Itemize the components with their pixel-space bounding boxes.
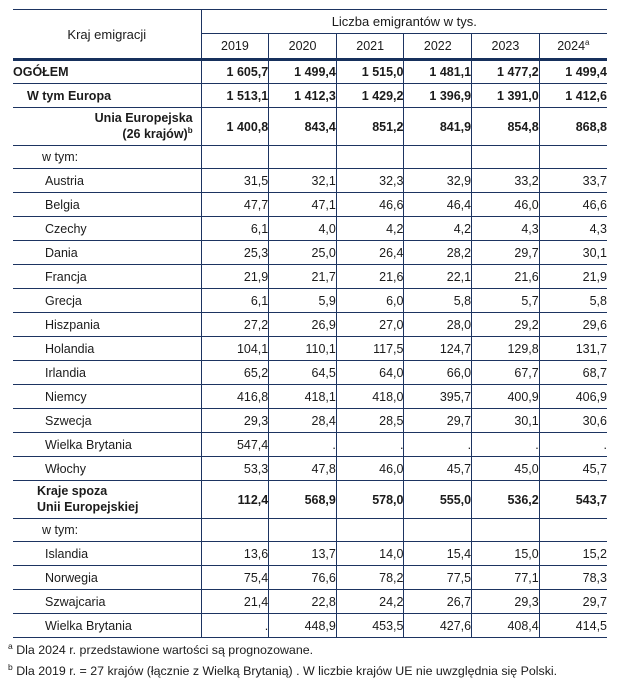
table-row <box>13 146 607 169</box>
cell-wb-ue-2024: . <box>539 433 607 457</box>
cell-irlandia-2023: 67,7 <box>472 361 540 385</box>
cell-spoza-2023: 536,2 <box>472 481 540 519</box>
cell-norwegia-2021: 78,2 <box>336 566 404 590</box>
cell-wlochy-2021: 46,0 <box>336 457 404 481</box>
cell-grecja-2024: 5,8 <box>539 289 607 313</box>
header-year-2024-label: 2024 <box>557 39 586 53</box>
row-label-unia-line1: Unia Europejska <box>94 111 193 126</box>
cell-wb-poza-2023: 408,4 <box>472 614 540 638</box>
cell-niemcy-2022: 395,7 <box>404 385 472 409</box>
cell-wlochy-2022: 45,7 <box>404 457 472 481</box>
footnote-a <box>8 640 622 657</box>
row-label-grecja: Grecja <box>13 289 201 313</box>
header-year-2024-superscript: a <box>585 37 590 47</box>
cell-norwegia-2023: 77,1 <box>472 566 540 590</box>
cell-wtym2-2019 <box>201 519 269 542</box>
cell-austria-2021: 32,3 <box>336 169 404 193</box>
cell-wb-poza-2024: 414,5 <box>539 614 607 638</box>
table-row <box>13 193 607 217</box>
cell-grecja-2023: 5,7 <box>472 289 540 313</box>
cell-szwecja-2023: 30,1 <box>472 409 540 433</box>
cell-irlandia-2024: 68,7 <box>539 361 607 385</box>
cell-niemcy-2019: 416,8 <box>201 385 269 409</box>
cell-dania-2020: 25,0 <box>269 241 337 265</box>
cell-szwecja-2020: 28,4 <box>269 409 337 433</box>
cell-szwajcaria-2023: 29,3 <box>472 590 540 614</box>
cell-austria-2023: 33,2 <box>472 169 540 193</box>
cell-wb-ue-2021: . <box>336 433 404 457</box>
cell-ue-2019: 1 400,8 <box>201 108 269 146</box>
table-row <box>13 481 607 519</box>
table-row <box>13 457 607 481</box>
cell-islandia-2022: 15,4 <box>404 542 472 566</box>
footnote-b-marker: b <box>8 662 13 673</box>
cell-grecja-2020: 5,9 <box>269 289 337 313</box>
header-year-2019: 2019 <box>201 34 269 60</box>
cell-szwecja-2022: 29,7 <box>404 409 472 433</box>
cell-islandia-2020: 13,7 <box>269 542 337 566</box>
header-liczba-emigrantow: Liczba emigrantów w tys. <box>201 10 607 34</box>
cell-hiszpania-2023: 29,2 <box>472 313 540 337</box>
row-label-wielka-brytania-ue: Wielka Brytania <box>13 433 201 457</box>
table-row <box>13 409 607 433</box>
row-label-wielka-brytania-poza-ue: Wielka Brytania <box>13 614 201 638</box>
cell-francja-2021: 21,6 <box>336 265 404 289</box>
cell-ue-2020: 843,4 <box>269 108 337 146</box>
footnotes <box>8 640 622 678</box>
footnote-b-text: Dla 2019 r. = 27 krajów (łącznie z Wielką Brytanią) . W liczbie krajów UE nie uwzględnia się Polski. <box>16 664 558 678</box>
cell-ogolem-2024: 1 499,4 <box>539 60 607 84</box>
cell-ogolem-2023: 1 477,2 <box>472 60 540 84</box>
cell-ue-2023: 854,8 <box>472 108 540 146</box>
row-label-francja: Francja <box>13 265 201 289</box>
cell-austria-2022: 32,9 <box>404 169 472 193</box>
header-year-2020: 2020 <box>269 34 337 60</box>
row-label-hiszpania: Hiszpania <box>13 313 201 337</box>
table-row <box>13 217 607 241</box>
cell-francja-2024: 21,9 <box>539 265 607 289</box>
cell-austria-2020: 32,1 <box>269 169 337 193</box>
table-row <box>13 313 607 337</box>
row-label-niemcy: Niemcy <box>13 385 201 409</box>
row-label-kraje-spoza-line1: Kraje spoza <box>37 484 108 499</box>
row-label-unia-superscript: b <box>187 125 193 135</box>
row-label-norwegia: Norwegia <box>13 566 201 590</box>
cell-grecja-2019: 6,1 <box>201 289 269 313</box>
cell-ogolem-2020: 1 499,4 <box>269 60 337 84</box>
row-label-kraje-spoza-ue <box>13 481 201 519</box>
cell-islandia-2023: 15,0 <box>472 542 540 566</box>
cell-europa-2020: 1 412,3 <box>269 84 337 108</box>
cell-irlandia-2021: 64,0 <box>336 361 404 385</box>
row-label-w-tym-1: w tym: <box>13 146 201 169</box>
cell-spoza-2021: 578,0 <box>336 481 404 519</box>
cell-islandia-2021: 14,0 <box>336 542 404 566</box>
row-label-szwajcaria: Szwajcaria <box>13 590 201 614</box>
cell-europa-2022: 1 396,9 <box>404 84 472 108</box>
cell-norwegia-2024: 78,3 <box>539 566 607 590</box>
cell-belgia-2023: 46,0 <box>472 193 540 217</box>
row-label-czechy: Czechy <box>13 217 201 241</box>
cell-holandia-2021: 117,5 <box>336 337 404 361</box>
cell-niemcy-2020: 418,1 <box>269 385 337 409</box>
cell-spoza-2019: 112,4 <box>201 481 269 519</box>
row-label-dania: Dania <box>13 241 201 265</box>
cell-dania-2022: 28,2 <box>404 241 472 265</box>
cell-wb-poza-2021: 453,5 <box>336 614 404 638</box>
cell-wb-ue-2023: . <box>472 433 540 457</box>
cell-wlochy-2019: 53,3 <box>201 457 269 481</box>
cell-ogolem-2019: 1 605,7 <box>201 60 269 84</box>
cell-ue-2024: 868,8 <box>539 108 607 146</box>
cell-czechy-2022: 4,2 <box>404 217 472 241</box>
cell-czechy-2024: 4,3 <box>539 217 607 241</box>
cell-szwecja-2019: 29,3 <box>201 409 269 433</box>
cell-wb-poza-2020: 448,9 <box>269 614 337 638</box>
cell-holandia-2023: 129,8 <box>472 337 540 361</box>
cell-wtym1-2021 <box>336 146 404 169</box>
cell-europa-2023: 1 391,0 <box>472 84 540 108</box>
cell-wlochy-2024: 45,7 <box>539 457 607 481</box>
cell-francja-2022: 22,1 <box>404 265 472 289</box>
cell-wtym1-2023 <box>472 146 540 169</box>
cell-spoza-2020: 568,9 <box>269 481 337 519</box>
cell-szwajcaria-2020: 22,8 <box>269 590 337 614</box>
cell-wtym1-2019 <box>201 146 269 169</box>
cell-czechy-2019: 6,1 <box>201 217 269 241</box>
row-label-unia-line2: (26 krajów) <box>122 126 188 141</box>
cell-dania-2024: 30,1 <box>539 241 607 265</box>
cell-spoza-2022: 555,0 <box>404 481 472 519</box>
cell-holandia-2020: 110,1 <box>269 337 337 361</box>
header-year-2021: 2021 <box>336 34 404 60</box>
table-row <box>13 433 607 457</box>
table-row <box>13 614 607 638</box>
cell-szwajcaria-2024: 29,7 <box>539 590 607 614</box>
row-label-ogolem: OGÓŁEM <box>13 60 201 84</box>
table-row <box>13 108 607 146</box>
cell-niemcy-2024: 406,9 <box>539 385 607 409</box>
row-label-islandia: Islandia <box>13 542 201 566</box>
table-row <box>13 289 607 313</box>
cell-wtym2-2021 <box>336 519 404 542</box>
cell-irlandia-2019: 65,2 <box>201 361 269 385</box>
header-year-2024 <box>539 34 607 60</box>
cell-szwecja-2024: 30,6 <box>539 409 607 433</box>
footnote-a-marker: a <box>8 640 13 651</box>
cell-wlochy-2023: 45,0 <box>472 457 540 481</box>
table-row <box>13 337 607 361</box>
cell-hiszpania-2022: 28,0 <box>404 313 472 337</box>
header-kraj-emigracji: Kraj emigracji <box>13 10 201 60</box>
cell-szwajcaria-2022: 26,7 <box>404 590 472 614</box>
table-row <box>13 241 607 265</box>
header-year-2022: 2022 <box>404 34 472 60</box>
cell-ogolem-2021: 1 515,0 <box>336 60 404 84</box>
table-row <box>13 60 607 84</box>
cell-francja-2019: 21,9 <box>201 265 269 289</box>
cell-austria-2019: 31,5 <box>201 169 269 193</box>
cell-irlandia-2020: 64,5 <box>269 361 337 385</box>
cell-dania-2023: 29,7 <box>472 241 540 265</box>
cell-wb-ue-2020: . <box>269 433 337 457</box>
row-label-w-tym-europa: W tym Europa <box>13 84 201 108</box>
row-label-irlandia: Irlandia <box>13 361 201 385</box>
cell-wtym1-2024 <box>539 146 607 169</box>
cell-szwajcaria-2021: 24,2 <box>336 590 404 614</box>
table-body <box>13 60 607 638</box>
cell-dania-2019: 25,3 <box>201 241 269 265</box>
cell-hiszpania-2020: 26,9 <box>269 313 337 337</box>
table-row <box>13 361 607 385</box>
row-label-kraje-spoza-line2: Unii Europejskiej <box>37 499 139 514</box>
cell-belgia-2024: 46,6 <box>539 193 607 217</box>
table-header <box>13 10 607 60</box>
cell-wtym2-2022 <box>404 519 472 542</box>
cell-europa-2019: 1 513,1 <box>201 84 269 108</box>
row-label-belgia: Belgia <box>13 193 201 217</box>
table-row <box>13 590 607 614</box>
cell-wtym2-2020 <box>269 519 337 542</box>
cell-europa-2024: 1 412,6 <box>539 84 607 108</box>
cell-dania-2021: 26,4 <box>336 241 404 265</box>
cell-ogolem-2022: 1 481,1 <box>404 60 472 84</box>
cell-ue-2021: 851,2 <box>336 108 404 146</box>
table-row <box>13 265 607 289</box>
cell-hiszpania-2021: 27,0 <box>336 313 404 337</box>
cell-wb-ue-2019: 547,4 <box>201 433 269 457</box>
statistical-table-page <box>0 9 622 678</box>
cell-wtym1-2022 <box>404 146 472 169</box>
cell-francja-2020: 21,7 <box>269 265 337 289</box>
table-row <box>13 566 607 590</box>
cell-belgia-2019: 47,7 <box>201 193 269 217</box>
cell-austria-2024: 33,7 <box>539 169 607 193</box>
cell-norwegia-2022: 77,5 <box>404 566 472 590</box>
row-label-szwecja: Szwecja <box>13 409 201 433</box>
row-label-austria: Austria <box>13 169 201 193</box>
cell-wtym2-2023 <box>472 519 540 542</box>
cell-wb-ue-2022: . <box>404 433 472 457</box>
table-row <box>13 542 607 566</box>
cell-norwegia-2020: 76,6 <box>269 566 337 590</box>
cell-ue-2022: 841,9 <box>404 108 472 146</box>
cell-czechy-2021: 4,2 <box>336 217 404 241</box>
cell-norwegia-2019: 75,4 <box>201 566 269 590</box>
cell-grecja-2021: 6,0 <box>336 289 404 313</box>
header-row-group <box>13 10 607 34</box>
cell-hiszpania-2024: 29,6 <box>539 313 607 337</box>
cell-islandia-2019: 13,6 <box>201 542 269 566</box>
cell-belgia-2022: 46,4 <box>404 193 472 217</box>
cell-francja-2023: 21,6 <box>472 265 540 289</box>
header-year-2023: 2023 <box>472 34 540 60</box>
cell-szwecja-2021: 28,5 <box>336 409 404 433</box>
cell-czechy-2023: 4,3 <box>472 217 540 241</box>
table-row <box>13 169 607 193</box>
row-label-w-tym-2: w tym: <box>13 519 201 542</box>
cell-spoza-2024: 543,7 <box>539 481 607 519</box>
cell-islandia-2024: 15,2 <box>539 542 607 566</box>
cell-grecja-2022: 5,8 <box>404 289 472 313</box>
row-label-wlochy: Włochy <box>13 457 201 481</box>
cell-belgia-2021: 46,6 <box>336 193 404 217</box>
cell-europa-2021: 1 429,2 <box>336 84 404 108</box>
footnote-a-text: Dla 2024 r. przedstawione wartości są prognozowane. <box>16 643 314 657</box>
row-label-unia-europejska <box>13 108 201 146</box>
row-label-holandia: Holandia <box>13 337 201 361</box>
cell-irlandia-2022: 66,0 <box>404 361 472 385</box>
emigration-table <box>13 9 607 638</box>
cell-czechy-2020: 4,0 <box>269 217 337 241</box>
cell-niemcy-2021: 418,0 <box>336 385 404 409</box>
cell-wtym1-2020 <box>269 146 337 169</box>
cell-szwajcaria-2019: 21,4 <box>201 590 269 614</box>
footnote-b <box>8 662 622 678</box>
table-row <box>13 84 607 108</box>
cell-holandia-2022: 124,7 <box>404 337 472 361</box>
cell-niemcy-2023: 400,9 <box>472 385 540 409</box>
cell-holandia-2024: 131,7 <box>539 337 607 361</box>
table-row <box>13 519 607 542</box>
cell-wtym2-2024 <box>539 519 607 542</box>
cell-wb-poza-2022: 427,6 <box>404 614 472 638</box>
cell-wlochy-2020: 47,8 <box>269 457 337 481</box>
table-row <box>13 385 607 409</box>
cell-wb-poza-2019: . <box>201 614 269 638</box>
cell-hiszpania-2019: 27,2 <box>201 313 269 337</box>
cell-holandia-2019: 104,1 <box>201 337 269 361</box>
cell-belgia-2020: 47,1 <box>269 193 337 217</box>
